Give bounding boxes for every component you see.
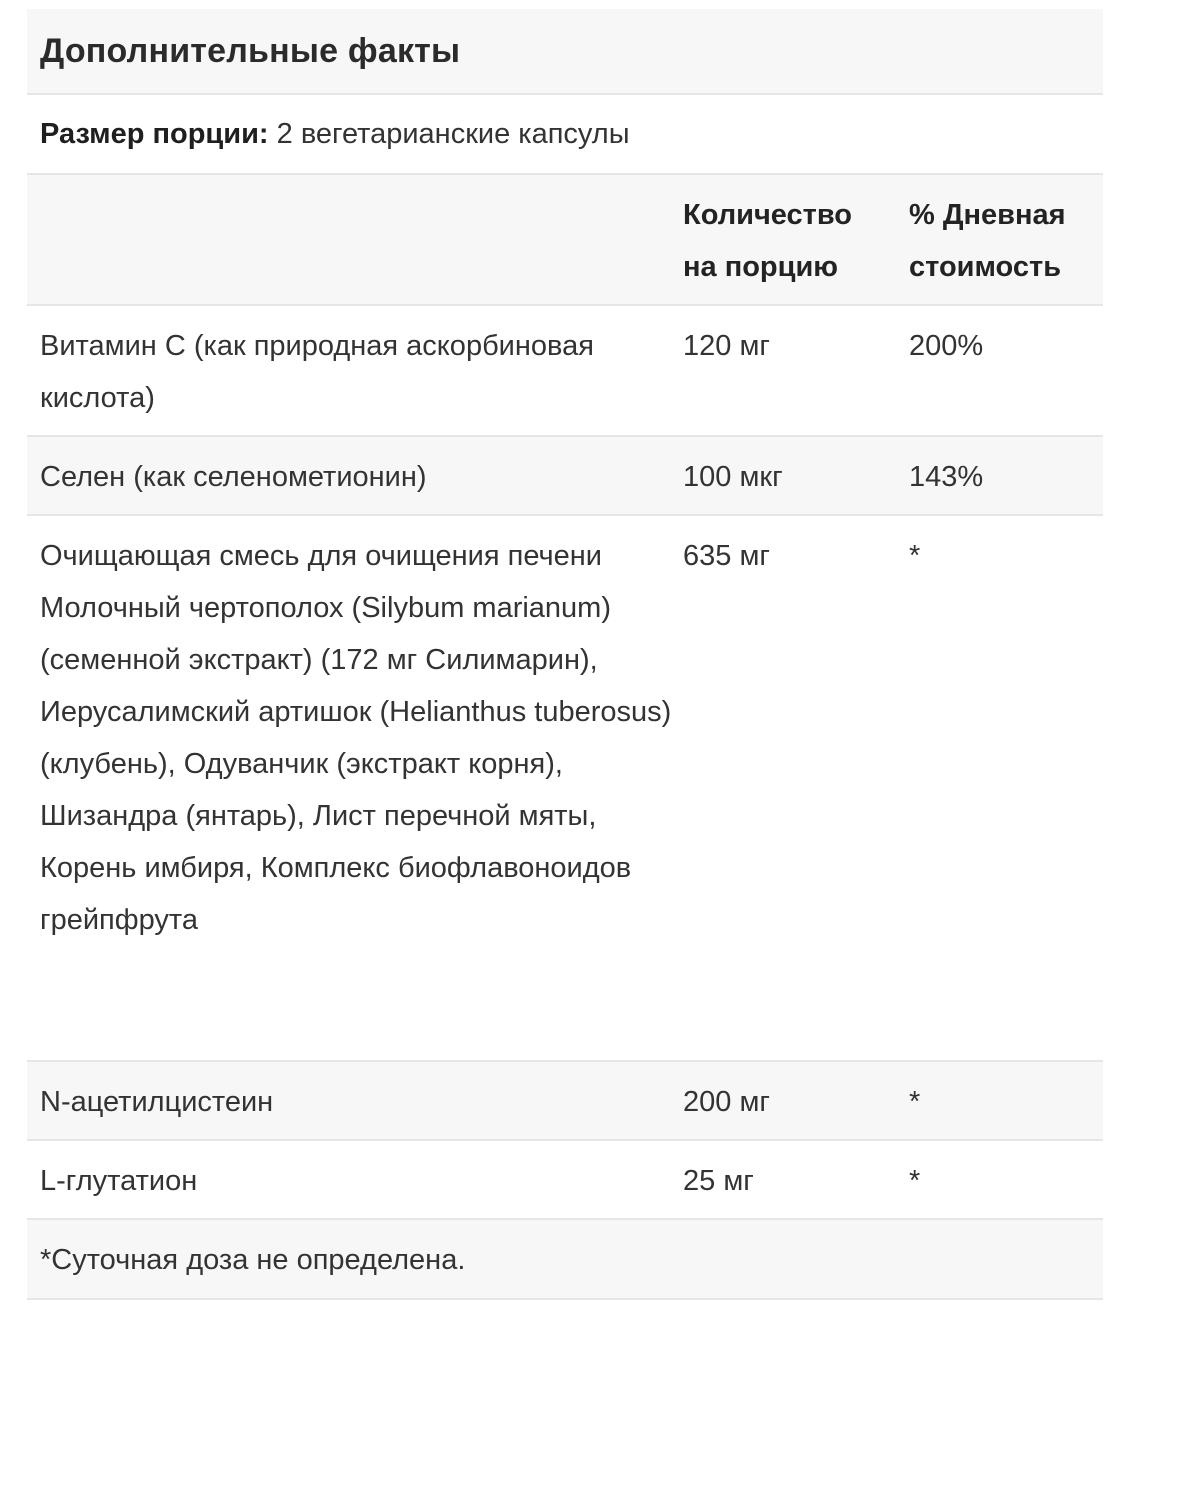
ingredient-amount: 100 мкг [683, 461, 783, 493]
footnote: *Суточная доза не определена. [40, 1244, 466, 1276]
serving-size-row [27, 95, 1103, 175]
serving-size-label: Размер порции: [40, 117, 269, 150]
ingredient-name: Очищающая смесь для очищения печени [40, 540, 602, 572]
ingredient-name: Витамин C (как природная аскорбиновая кислота) [40, 330, 594, 414]
supplement-facts-table [27, 9, 1103, 1300]
ingredient-amount: 25 мг [683, 1165, 754, 1197]
table-row [27, 1141, 1103, 1220]
blend-cell [27, 530, 683, 1060]
ingredient-dv: * [909, 1165, 921, 1197]
blend-ingredients: Молочный чертополох (Silybum marianum) (семенной экстракт) (172 мг Силимарин), Иерусалимский артишок (Helianthus tuberosus) (клубень), Одуванчик (экстракт корня), Шизандра (янтарь), Лист перечной мяты, Корень имбиря, Комплекс биофлавоноидов грейпфрута [40, 592, 672, 936]
footnote-row [27, 1220, 1103, 1300]
table-row [27, 1062, 1103, 1141]
ingredient-name: N-ацетилцистеин [40, 1086, 274, 1118]
ingredient-dv: * [909, 1086, 921, 1118]
header-amount-line1: Количество [683, 199, 853, 231]
ingredient-dv: 143% [909, 461, 984, 493]
column-header-row [27, 175, 1103, 306]
table-row [27, 437, 1103, 516]
header-dv-line1: % Дневная [909, 199, 1066, 231]
ingredient-name: L-глутатион [40, 1165, 198, 1197]
title-row [27, 9, 1103, 95]
ingredient-dv: * [909, 540, 921, 572]
ingredient-amount: 200 мг [683, 1086, 770, 1118]
page-title: Дополнительные факты [40, 31, 461, 70]
header-amount-line2: на порцию [683, 251, 839, 283]
ingredient-amount: 635 мг [683, 540, 770, 572]
header-daily-value [909, 189, 1103, 304]
header-name-cell [27, 189, 683, 304]
ingredient-amount: 120 мг [683, 330, 770, 362]
ingredient-name: Селен (как селенометионин) [40, 461, 427, 493]
header-amount [683, 189, 909, 304]
table-row [27, 306, 1103, 437]
table-row [27, 516, 1103, 1062]
header-dv-line2: стоимость [909, 251, 1062, 283]
ingredient-dv: 200% [909, 330, 984, 362]
serving-size-value: 2 вегетарианские капсулы [276, 117, 630, 150]
